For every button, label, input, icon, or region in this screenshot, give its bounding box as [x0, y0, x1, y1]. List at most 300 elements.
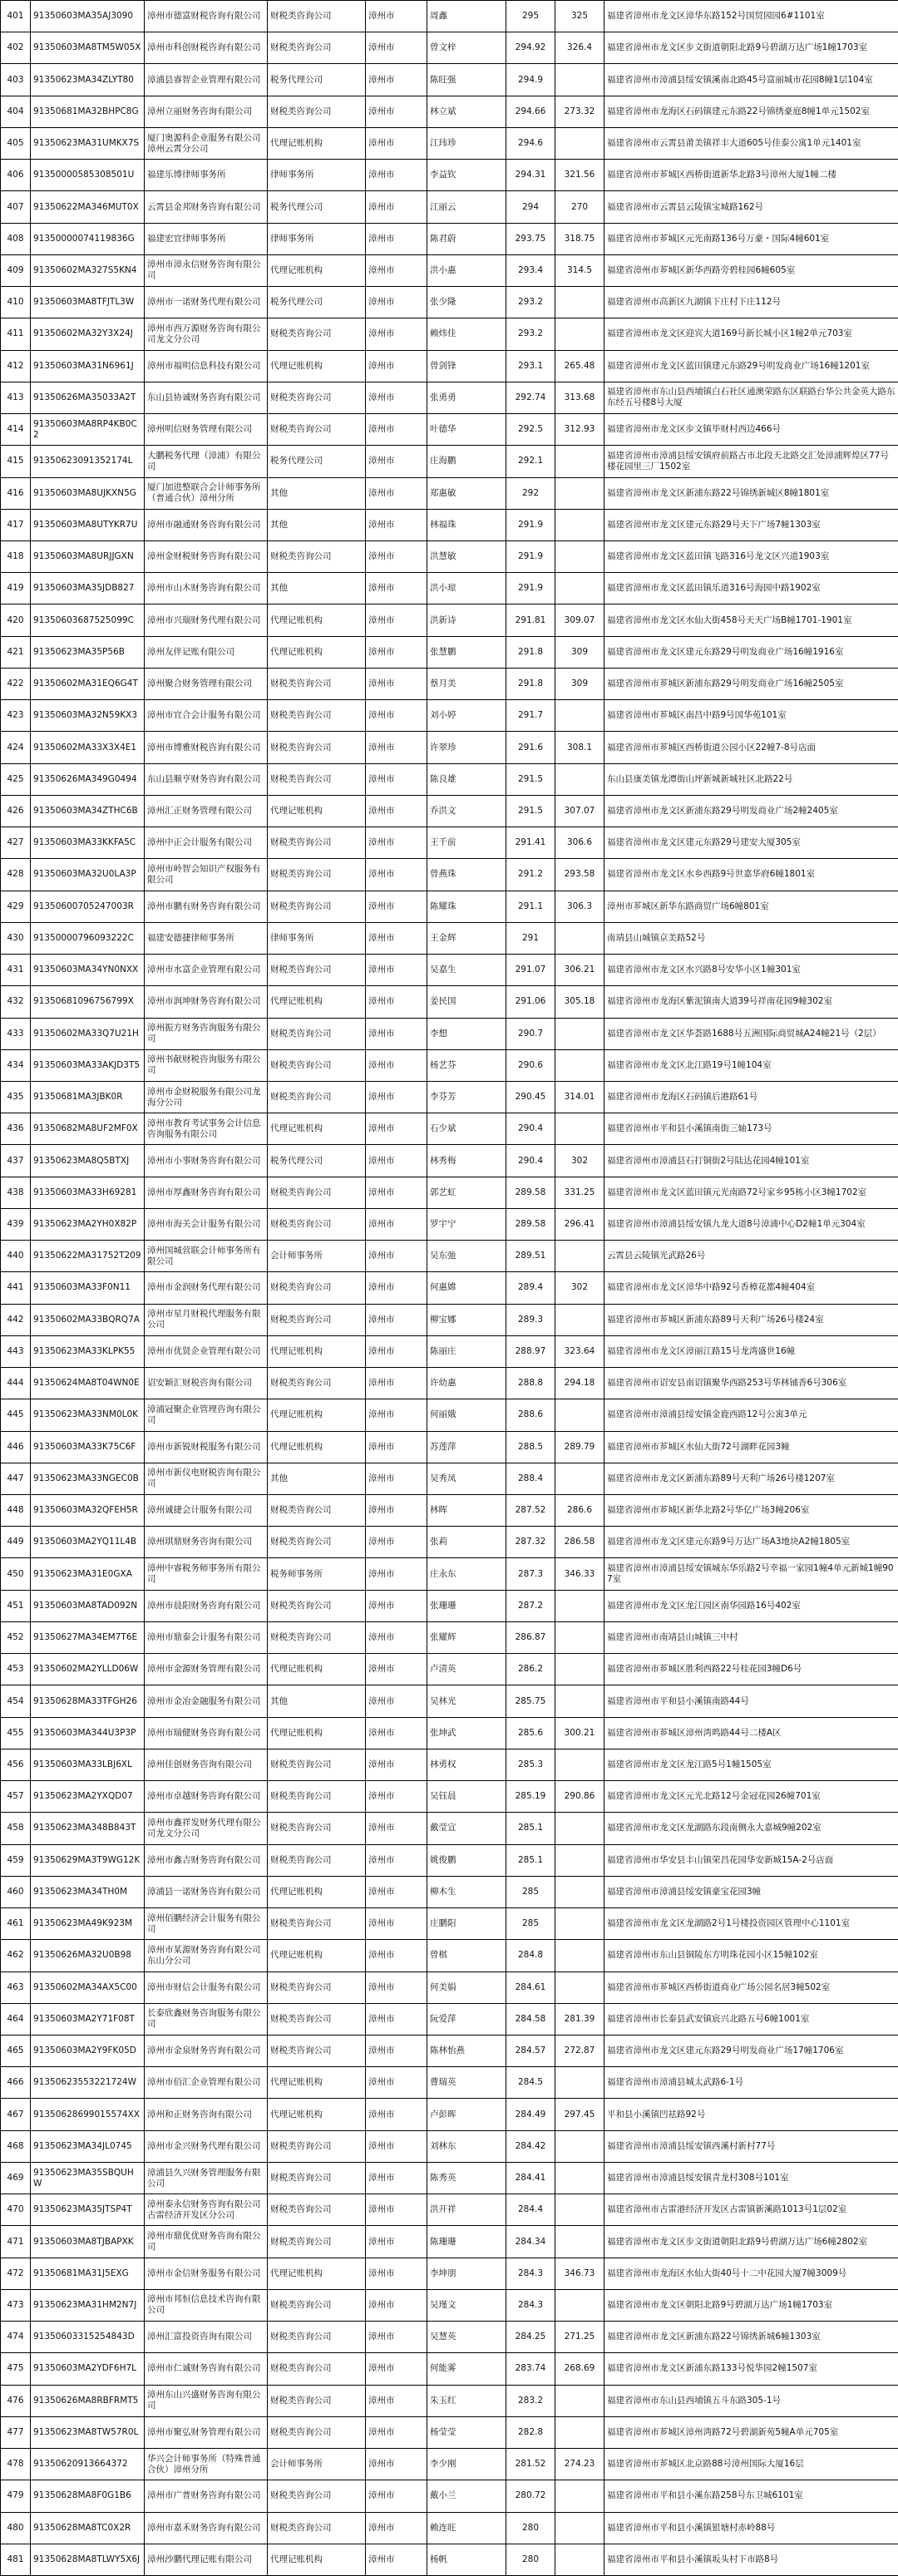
table-row — [1, 1368, 898, 1399]
score-cell: 295 — [506, 1, 555, 32]
prev-score-cell: 331.25 — [555, 1177, 604, 1208]
contact-person-cell: 刘林东 — [427, 2130, 506, 2162]
credit-code-cell: 91350602MA33Q7U21H — [31, 1018, 145, 1049]
address-cell: 福建省漳州市芗城区元光南路136号万豪・国际4幢601室 — [604, 223, 898, 254]
score-cell: 288.5 — [506, 1431, 555, 1463]
company-type-cell: 代理记账机构 — [268, 350, 366, 382]
contact-person-cell: 何惠嫦 — [427, 1272, 506, 1304]
company-type-cell: 代理记账机构 — [268, 1431, 366, 1463]
address-cell: 福建省漳州市龙文区新浦东路29号明发商业广场2幢2405室 — [604, 795, 898, 827]
contact-person-cell: 曾燕珠 — [427, 859, 506, 891]
city-cell: 漳州市 — [366, 350, 427, 382]
city-cell: 漳州市 — [366, 223, 427, 254]
contact-person-cell: 陈旺强 — [427, 64, 506, 96]
table-row — [1, 2226, 898, 2258]
company-type-cell: 代理记账机构 — [268, 636, 366, 668]
prev-score-cell: 326.4 — [555, 32, 604, 64]
contact-person-cell: 李坤朋 — [427, 2258, 506, 2289]
table-row — [1, 1749, 898, 1780]
city-cell: 漳州市 — [366, 414, 427, 446]
score-cell: 282.8 — [506, 2416, 555, 2448]
credit-code-cell: 91350626MA35033A2T — [31, 382, 145, 413]
table-row — [1, 1241, 898, 1272]
prev-score-cell: 318.75 — [555, 223, 604, 254]
score-cell: 283.74 — [506, 2353, 555, 2385]
company-name-cell: 漳州市金冶金融服务有限公司 — [145, 1685, 268, 1717]
score-cell: 293.75 — [506, 223, 555, 254]
company-type-cell: 财税类咨询公司 — [268, 1971, 366, 2003]
table-row — [1, 1463, 898, 1494]
address-cell: 福建省漳州市芗城区北京路88号漳州国际大厦16层 — [604, 2449, 898, 2480]
prev-score-cell — [555, 1876, 604, 1907]
row-number-cell: 460 — [1, 1876, 31, 1907]
score-cell: 294.9 — [506, 64, 555, 96]
score-cell: 288.97 — [506, 1335, 555, 1367]
score-cell: 291.5 — [506, 795, 555, 827]
credit-code-cell: 91350623091352174L — [31, 446, 145, 477]
prev-score-cell — [555, 1940, 604, 1971]
table-row — [1, 1, 898, 32]
prev-score-cell — [555, 509, 604, 540]
company-type-cell: 财税类咨询公司 — [268, 955, 366, 986]
city-cell: 漳州市 — [366, 2226, 427, 2258]
table-row — [1, 1654, 898, 1685]
city-cell: 漳州市 — [366, 2512, 427, 2544]
score-cell: 284.42 — [506, 2130, 555, 2162]
table-row — [1, 1177, 898, 1208]
company-type-cell: 代理记账机构 — [268, 1940, 366, 1971]
row-number-cell: 412 — [1, 350, 31, 382]
prev-score-cell: 268.69 — [555, 2353, 604, 2385]
credit-code-cell: 91350603MA2Y9FK05D — [31, 2036, 145, 2067]
table-row — [1, 1145, 898, 1177]
credit-code-cell: 91350603MA8UJKXN5G — [31, 477, 145, 509]
company-type-cell: 财税类咨询公司 — [268, 2194, 366, 2226]
company-type-cell: 财税类咨询公司 — [268, 763, 366, 795]
city-cell: 漳州市 — [366, 254, 427, 286]
credit-code-cell: 91350603MA2YDF6H7L — [31, 2353, 145, 2385]
city-cell: 漳州市 — [366, 1304, 427, 1335]
table-row — [1, 2130, 898, 2162]
company-name-cell: 厦门奥源科企业服务有限公司漳州云霄分公司 — [145, 127, 268, 159]
address-cell: 福建省漳州市芗城区西桥街道新华北路3号漳州大厦1幢二楼 — [604, 160, 898, 191]
row-number-cell: 415 — [1, 446, 31, 477]
company-name-cell: 漳州市星月财税代理服务有限公司 — [145, 1304, 268, 1335]
credit-code-cell: 91350602MA33BQRQ7A — [31, 1304, 145, 1335]
score-cell: 287.2 — [506, 1590, 555, 1621]
company-type-cell: 代理记账机构 — [268, 1876, 366, 1907]
score-cell: 287.3 — [506, 1558, 555, 1590]
contact-person-cell: 朱玉红 — [427, 2385, 506, 2416]
address-cell: 福建省漳州市龙文区元光北路12号金冠花园26幢701室 — [604, 1781, 898, 1813]
score-cell: 292 — [506, 477, 555, 509]
company-type-cell: 财税类咨询公司 — [268, 1049, 366, 1081]
company-name-cell: 漳州诚捷会计服务有限公司 — [145, 1495, 268, 1527]
company-name-cell: 漳州书献财税咨询服务有限公司 — [145, 1049, 268, 1081]
prev-score-cell: 323.64 — [555, 1335, 604, 1367]
prev-score-cell — [555, 540, 604, 572]
score-cell: 285.19 — [506, 1781, 555, 1813]
row-number-cell: 452 — [1, 1621, 31, 1653]
score-cell: 280 — [506, 2544, 555, 2575]
city-cell: 漳州市 — [366, 1272, 427, 1304]
city-cell: 漳州市 — [366, 1940, 427, 1971]
city-cell: 漳州市 — [366, 2416, 427, 2448]
row-number-cell: 420 — [1, 605, 31, 636]
contact-person-cell: 陈丽庄 — [427, 1335, 506, 1367]
credit-code-cell: 91350681MA31J5EXG — [31, 2258, 145, 2289]
contact-person-cell: 林立斌 — [427, 96, 506, 127]
table-row — [1, 1431, 898, 1463]
address-cell: 福建省漳州市平和县小溪镇银塘村赤岭88号 — [604, 2512, 898, 2544]
row-number-cell: 476 — [1, 2385, 31, 2416]
table-row — [1, 891, 898, 922]
prev-score-cell — [555, 1590, 604, 1621]
contact-person-cell: 柳宝娜 — [427, 1304, 506, 1335]
company-name-cell: 漳州聚合财务管理有限公司 — [145, 668, 268, 699]
company-name-cell: 漳浦冠聚企业管理咨询有限公司 — [145, 1399, 268, 1431]
company-type-cell: 税务代理公司 — [268, 191, 366, 223]
address-cell: 福建省漳州市龙文区建元东路9号万达广场A3地块A2幢1805室 — [604, 1527, 898, 1558]
prev-score-cell: 346.33 — [555, 1558, 604, 1590]
credit-code-cell: 91350620913664372 — [31, 2449, 145, 2480]
prev-score-cell — [555, 1654, 604, 1685]
company-name-cell: 漳州市嘉禾财务咨询有限公司 — [145, 2512, 268, 2544]
address-cell: 福建省漳州市龙文区建元东路29号建安大厦305室 — [604, 827, 898, 859]
address-cell: 福建省漳州市龙文区水乡西路9号世嘉华府6幢1801室 — [604, 859, 898, 891]
row-number-cell: 458 — [1, 1813, 31, 1844]
row-number-cell: 468 — [1, 2130, 31, 2162]
address-cell: 福建省漳州市龙文区步文街道朝阳北路9号碧湖万达广场6幢2802室 — [604, 2226, 898, 2258]
contact-person-cell: 刘小婷 — [427, 700, 506, 732]
credit-code-cell: 91350622MA346MUT0X — [31, 191, 145, 223]
address-cell: 平和县小溪镇凹祛路92号 — [604, 2099, 898, 2130]
prev-score-cell — [555, 1049, 604, 1081]
row-number-cell: 454 — [1, 1685, 31, 1717]
prev-score-cell: 346.73 — [555, 2258, 604, 2289]
contact-person-cell: 张少隆 — [427, 287, 506, 318]
company-type-cell: 财税类咨询公司 — [268, 1081, 366, 1113]
contact-person-cell: 杨艺芬 — [427, 1049, 506, 1081]
contact-person-cell: 庄海鹏 — [427, 446, 506, 477]
row-number-cell: 480 — [1, 2512, 31, 2544]
table-row — [1, 2416, 898, 2448]
contact-person-cell: 林福珠 — [427, 509, 506, 540]
prev-score-cell: 308.1 — [555, 732, 604, 763]
score-cell: 290.4 — [506, 1113, 555, 1145]
score-cell: 291.9 — [506, 540, 555, 572]
score-cell: 294.92 — [506, 32, 555, 64]
city-cell: 漳州市 — [366, 668, 427, 699]
row-number-cell: 446 — [1, 1431, 31, 1463]
score-cell: 284.34 — [506, 2226, 555, 2258]
company-name-cell: 漳州市科创财税咨询有限公司 — [145, 32, 268, 64]
row-number-cell: 473 — [1, 2289, 31, 2321]
address-cell: 福建省漳州市东山县铜陵东方明珠花园小区15幢102室 — [604, 1940, 898, 1971]
company-type-cell: 财税类咨询公司 — [268, 859, 366, 891]
company-name-cell: 长泰欣鑫财务咨询服务有限公司 — [145, 2003, 268, 2035]
company-type-cell: 会计师事务所 — [268, 2449, 366, 2480]
table-row — [1, 1527, 898, 1558]
prev-score-cell — [555, 64, 604, 96]
score-cell: 284.4 — [506, 2194, 555, 2226]
credit-code-cell: 91350626MA8RBFRMT5 — [31, 2385, 145, 2416]
score-cell: 284.61 — [506, 1971, 555, 2003]
company-name-cell: 漳州市山木财务咨询有限公司 — [145, 573, 268, 605]
company-name-cell: 漳州琪鼎财务咨询有限公司 — [145, 1527, 268, 1558]
score-cell: 285.3 — [506, 1749, 555, 1780]
table-row — [1, 1495, 898, 1527]
row-number-cell: 434 — [1, 1049, 31, 1081]
contact-person-cell: 吴林光 — [427, 1685, 506, 1717]
city-cell: 漳州市 — [366, 1654, 427, 1685]
company-name-cell: 漳州市金财税服务有限公司龙海分公司 — [145, 1081, 268, 1113]
row-number-cell: 443 — [1, 1335, 31, 1367]
company-type-cell: 代理记账机构 — [268, 1654, 366, 1685]
company-name-cell: 漳州市鼎优优财务咨询有限公司 — [145, 2226, 268, 2258]
credit-code-cell: 91350623MA35P56B — [31, 636, 145, 668]
company-name-cell: 漳州市聚弘财务管理有限公司 — [145, 2416, 268, 2448]
prev-score-cell: 296.41 — [555, 1208, 604, 1240]
company-name-cell: 漳州市仁诚财务咨询有限公司 — [145, 2353, 268, 2385]
score-cell: 284.57 — [506, 2036, 555, 2067]
prev-score-cell — [555, 2162, 604, 2194]
company-name-cell: 漳州市教育考试事务会计信息咨询服务有限公司 — [145, 1113, 268, 1145]
company-type-cell: 财税类咨询公司 — [268, 2512, 366, 2544]
contact-person-cell: 罗宇宁 — [427, 1208, 506, 1240]
address-cell: 福建省漳州市芗城区西桥街道商业广场公园名居3幢502室 — [604, 1971, 898, 2003]
prev-score-cell — [555, 2289, 604, 2321]
prev-score-cell — [555, 1844, 604, 1876]
company-name-cell: 漳州金财税财务咨询有限公司 — [145, 540, 268, 572]
table-row — [1, 1558, 898, 1590]
company-type-cell: 财税类咨询公司 — [268, 2322, 366, 2353]
row-number-cell: 444 — [1, 1368, 31, 1399]
row-number-cell: 418 — [1, 540, 31, 572]
company-name-cell: 漳州市卓越财务咨询有限公司 — [145, 1781, 268, 1813]
table-row — [1, 1781, 898, 1813]
contact-person-cell: 陈君蔚 — [427, 223, 506, 254]
city-cell: 漳州市 — [366, 1145, 427, 1177]
city-cell: 漳州市 — [366, 1685, 427, 1717]
credit-code-cell: 91350623MA35SBQUHW — [31, 2162, 145, 2194]
contact-person-cell: 张莉 — [427, 1527, 506, 1558]
contact-person-cell: 郑惠敏 — [427, 477, 506, 509]
contact-person-cell: 赖连旺 — [427, 2512, 506, 2544]
row-number-cell: 433 — [1, 1018, 31, 1049]
company-type-cell: 财税类咨询公司 — [268, 668, 366, 699]
contact-person-cell: 江丽云 — [427, 191, 506, 223]
credit-code-cell: 91350681MA3JBK0R — [31, 1081, 145, 1113]
credit-code-cell: 91350603MA33AKJD3T5 — [31, 1049, 145, 1081]
prev-score-cell: 286.58 — [555, 1527, 604, 1558]
company-type-cell: 其他 — [268, 1463, 366, 1494]
company-type-cell: 财税类咨询公司 — [268, 2036, 366, 2067]
company-name-cell: 漳州沙鹏代理记账有限公司 — [145, 2544, 268, 2575]
city-cell: 漳州市 — [366, 1781, 427, 1813]
company-type-cell: 财税类咨询公司 — [268, 1621, 366, 1653]
company-type-cell: 财税类咨询公司 — [268, 1813, 366, 1844]
table-row — [1, 636, 898, 668]
row-number-cell: 479 — [1, 2480, 31, 2512]
address-cell: 福建省漳州市龙文区建元东路29号天下广场7幢1303室 — [604, 509, 898, 540]
contact-person-cell: 卢彭晖 — [427, 2099, 506, 2130]
score-cell: 291.7 — [506, 700, 555, 732]
address-cell: 福建省漳州市漳浦县绥安镇城东华乐路2号幸福一家园1幢4单元新城1幢907室 — [604, 1558, 898, 1590]
company-type-cell: 财税类咨询公司 — [268, 1749, 366, 1780]
prev-score-cell: 290.86 — [555, 1781, 604, 1813]
contact-person-cell: 吴瑾文 — [427, 2289, 506, 2321]
prev-score-cell — [555, 763, 604, 795]
table-row — [1, 1717, 898, 1749]
score-cell: 284.3 — [506, 2289, 555, 2321]
company-type-cell: 财税类咨询公司 — [268, 732, 366, 763]
prev-score-cell — [555, 477, 604, 509]
address-cell: 福建省漳州市芗城区漳州湾路72号碧湖新苑5幢A单元705室 — [604, 2416, 898, 2448]
prev-score-cell: 302 — [555, 1272, 604, 1304]
city-cell: 漳州市 — [366, 859, 427, 891]
score-cell: 283.2 — [506, 2385, 555, 2416]
prev-score-cell — [555, 127, 604, 159]
table-row — [1, 1940, 898, 1971]
credit-code-cell: 91350603MA8TFJTL3W — [31, 287, 145, 318]
table-row — [1, 1399, 898, 1431]
credit-code-cell: 91350602MA33X3X4E1 — [31, 732, 145, 763]
credit-code-cell: 91350602MA327S5KN4 — [31, 254, 145, 286]
row-number-cell: 481 — [1, 2544, 31, 2575]
credit-code-cell: 91350682MA8UF2MF0X — [31, 1113, 145, 1145]
address-cell: 福建省漳州市龙文区新浦东路133号悦华园2幢1507室 — [604, 2353, 898, 2385]
company-name-cell: 漳州市鼎泰会计服务有限公司 — [145, 1621, 268, 1653]
table-row — [1, 1272, 898, 1304]
address-cell: 福建省漳州市芗城区新华西路旁碧桂园6幢605室 — [604, 254, 898, 286]
table-row — [1, 160, 898, 191]
prev-score-cell — [555, 1463, 604, 1494]
city-cell: 漳州市 — [366, 1717, 427, 1749]
prev-score-cell: 270 — [555, 191, 604, 223]
score-cell: 285 — [506, 1876, 555, 1907]
city-cell: 漳州市 — [366, 127, 427, 159]
score-cell: 284.3 — [506, 2258, 555, 2289]
score-cell: 291.81 — [506, 605, 555, 636]
address-cell: 福建省漳州市龙文区龙江路5号1幢1505室 — [604, 1749, 898, 1780]
city-cell: 漳州市 — [366, 477, 427, 509]
company-name-cell: 东山县顺亨财务咨询有限公司 — [145, 763, 268, 795]
contact-person-cell: 林秀梅 — [427, 1145, 506, 1177]
prev-score-cell: 273.32 — [555, 96, 604, 127]
row-number-cell: 409 — [1, 254, 31, 286]
city-cell: 漳州市 — [366, 1431, 427, 1463]
credit-code-cell: 91350623MA8Q5BTXJ — [31, 1145, 145, 1177]
prev-score-cell — [555, 1018, 604, 1049]
company-name-cell: 漳州市润坤财务咨询有限公司 — [145, 986, 268, 1018]
row-number-cell: 428 — [1, 859, 31, 891]
company-type-cell: 其他 — [268, 1685, 366, 1717]
table-row — [1, 127, 898, 159]
company-type-cell: 代理记账机构 — [268, 2067, 366, 2099]
contact-person-cell: 阮爱萍 — [427, 2003, 506, 2035]
row-number-cell: 423 — [1, 700, 31, 732]
address-cell: 福建省漳州市龙文区漳华东路152号国贸园园6#1101室 — [604, 1, 898, 32]
address-cell: 福建省漳州市龙文区北江路19号1幢104室 — [604, 1049, 898, 1081]
city-cell: 漳州市 — [366, 763, 427, 795]
score-cell: 294.66 — [506, 96, 555, 127]
company-type-cell: 会计师事务所 — [268, 1241, 366, 1272]
contact-person-cell: 李芬芳 — [427, 1081, 506, 1113]
city-cell: 漳州市 — [366, 2258, 427, 2289]
credit-code-cell: 91350623MA33NGEC0B — [31, 1463, 145, 1494]
contact-person-cell: 陈良雄 — [427, 763, 506, 795]
company-name-cell: 漳州市水富企业管理有限公司 — [145, 955, 268, 986]
city-cell: 漳州市 — [366, 1621, 427, 1653]
address-cell: 福建省漳州市漳浦县绥安镇豪宝花园3幢 — [604, 1876, 898, 1907]
address-cell: 南靖县山城镇京美路52号 — [604, 922, 898, 954]
row-number-cell: 475 — [1, 2353, 31, 2385]
city-cell: 漳州市 — [366, 446, 427, 477]
company-name-cell: 漳州市一诺财务代理有限公司 — [145, 287, 268, 318]
company-type-cell: 财税类咨询公司 — [268, 1304, 366, 1335]
table-row — [1, 795, 898, 827]
score-cell: 291 — [506, 922, 555, 954]
credit-code-cell: 91350603MA344U3P3P — [31, 1717, 145, 1749]
company-type-cell: 财税类咨询公司 — [268, 2385, 366, 2416]
score-cell: 289.58 — [506, 1177, 555, 1208]
credit-code-cell: 91350623MA35JTSP4T — [31, 2194, 145, 2226]
company-type-cell: 税务代理公司 — [268, 1145, 366, 1177]
prev-score-cell — [555, 2544, 604, 2575]
company-name-cell: 漳州市德富财税咨询有限公司 — [145, 1, 268, 32]
contact-person-cell: 王千前 — [427, 827, 506, 859]
address-cell: 福建省漳州市龙文区蓝田镇飞路316号龙文区兴道1903室 — [604, 540, 898, 572]
address-cell: 福建省漳州市龙文区步文街道朝阳北路9号碧湖万达广场1幢1703室 — [604, 32, 898, 64]
table-row — [1, 2258, 898, 2289]
row-number-cell: 470 — [1, 2194, 31, 2226]
score-cell: 280 — [506, 2512, 555, 2544]
table-row — [1, 922, 898, 954]
company-type-cell: 财税类咨询公司 — [268, 1272, 366, 1304]
city-cell: 漳州市 — [366, 2544, 427, 2575]
table-row — [1, 1113, 898, 1145]
prev-score-cell — [555, 922, 604, 954]
company-type-cell: 代理记账机构 — [268, 1399, 366, 1431]
company-type-cell: 其他 — [268, 573, 366, 605]
score-cell: 291.06 — [506, 986, 555, 1018]
company-type-cell: 财税类咨询公司 — [268, 2226, 366, 2258]
address-cell: 福建省漳州市高新区九湖镇下庄村下庄112号 — [604, 287, 898, 318]
table-row — [1, 318, 898, 350]
company-type-cell: 财税类咨询公司 — [268, 1177, 366, 1208]
contact-person-cell: 张勇勇 — [427, 382, 506, 413]
address-cell: 福建省漳州市云霄县云陵镇宝城路162号 — [604, 191, 898, 223]
address-cell: 福建省漳州市龙文区龙湖路2号1号楼投资园区管理中心1101室 — [604, 1908, 898, 1940]
city-cell: 漳州市 — [366, 2322, 427, 2353]
table-row — [1, 382, 898, 413]
score-cell: 293.4 — [506, 254, 555, 286]
company-name-cell: 漳州立丽财务咨询有限公司 — [145, 96, 268, 127]
city-cell: 漳州市 — [366, 96, 427, 127]
credit-code-cell: 91350603MA31N6961J — [31, 350, 145, 382]
company-name-cell: 漳州市瑞健财务咨询有限公司 — [145, 1717, 268, 1749]
row-number-cell: 453 — [1, 1654, 31, 1685]
table-row — [1, 2544, 898, 2575]
company-name-cell: 漳州市广普财务咨询有限公司 — [145, 2480, 268, 2512]
city-cell: 漳州市 — [366, 1, 427, 32]
contact-person-cell: 曾棋 — [427, 1940, 506, 1971]
address-cell: 福建省漳州市平和县小溪镇南路44号 — [604, 1685, 898, 1717]
company-name-cell: 漳州市优贤企业管理有限公司 — [145, 1335, 268, 1367]
credit-code-cell: 91350603MA8TAD092N — [31, 1590, 145, 1621]
row-number-cell: 474 — [1, 2322, 31, 2353]
